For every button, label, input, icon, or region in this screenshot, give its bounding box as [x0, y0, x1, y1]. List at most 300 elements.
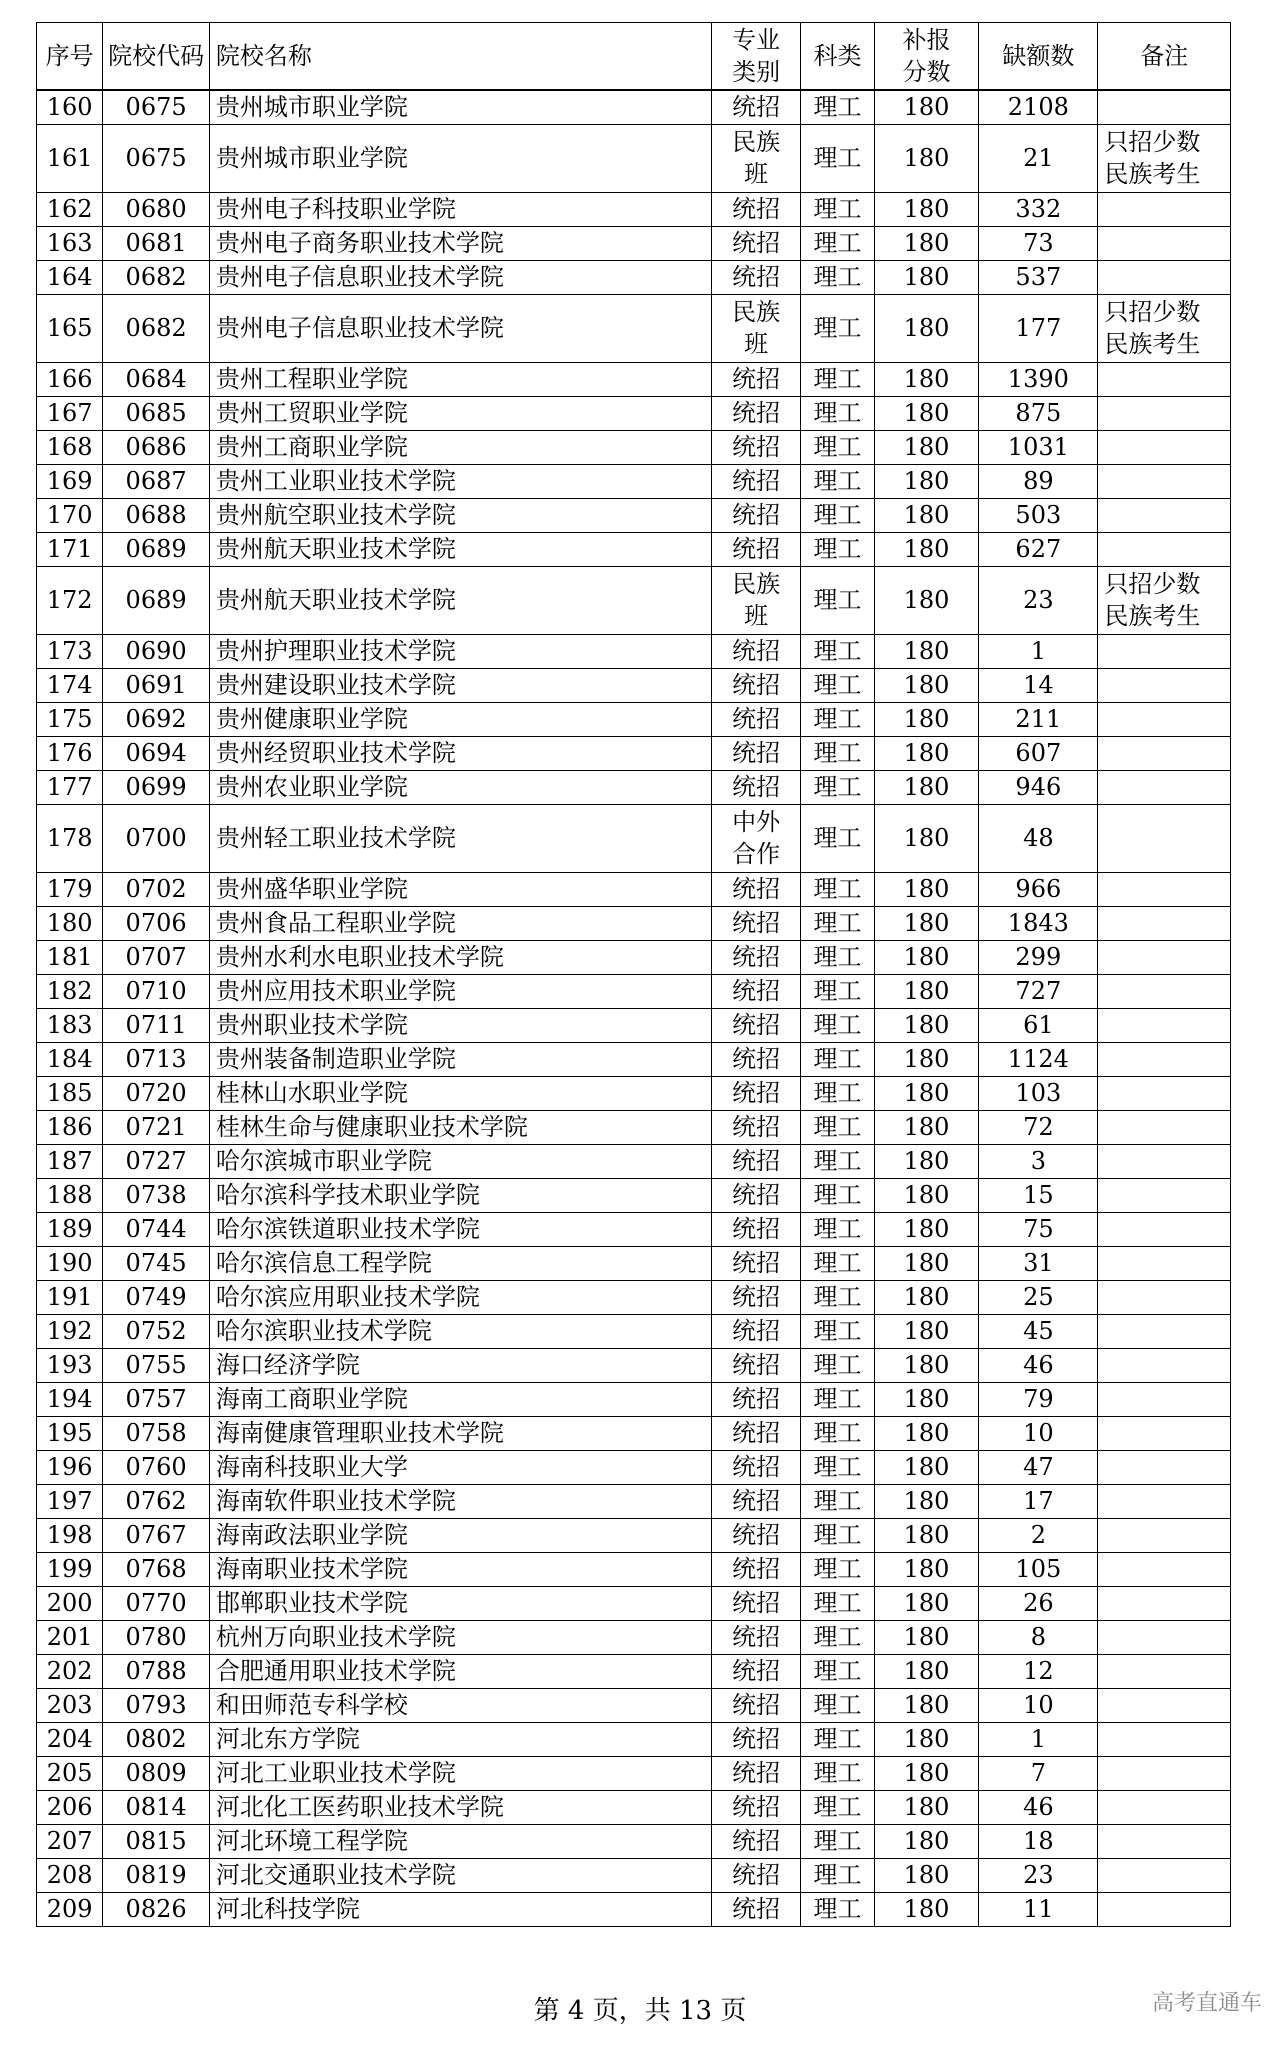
cell-name: 贵州工业职业技术学院	[209, 464, 711, 498]
cell-subject: 理工	[801, 430, 875, 464]
cell-seq: 194	[37, 1382, 103, 1416]
cell-remark	[1098, 1654, 1231, 1688]
cell-remark	[1098, 464, 1231, 498]
cell-subject: 理工	[801, 1790, 875, 1824]
cell-vacancy: 25	[979, 1280, 1098, 1314]
cell-seq: 201	[37, 1620, 103, 1654]
cell-score: 180	[874, 804, 979, 872]
table-row	[37, 770, 1231, 804]
cell-score: 180	[874, 430, 979, 464]
cell-code: 0691	[103, 668, 210, 702]
cell-name: 哈尔滨城市职业学院	[209, 1144, 711, 1178]
cell-code: 0738	[103, 1178, 210, 1212]
cell-seq: 161	[37, 124, 103, 192]
cell-name: 贵州电子信息职业技术学院	[209, 260, 711, 294]
cell-subject: 理工	[801, 736, 875, 770]
table-row	[37, 1518, 1231, 1552]
cell-subject: 理工	[801, 1722, 875, 1756]
table-row	[37, 566, 1231, 634]
category-text: 中外合作	[732, 808, 781, 868]
header-category	[712, 23, 801, 91]
cell-code: 0685	[103, 396, 210, 430]
cell-remark	[1098, 634, 1231, 668]
cell-name: 贵州航天职业技术学院	[209, 532, 711, 566]
cell-score: 180	[874, 566, 979, 634]
cell-category: 统招	[712, 1348, 801, 1382]
cell-score: 180	[874, 532, 979, 566]
cell-score: 180	[874, 1688, 979, 1722]
cell-code: 0802	[103, 1722, 210, 1756]
cell-score: 180	[874, 940, 979, 974]
cell-code: 0762	[103, 1484, 210, 1518]
cell-category: 统招	[712, 532, 801, 566]
cell-code: 0692	[103, 702, 210, 736]
cell-remark	[1098, 1178, 1231, 1212]
header-code: 院校代码	[103, 23, 210, 91]
cell-vacancy: 7	[979, 1756, 1098, 1790]
table-row	[37, 1688, 1231, 1722]
cell-code: 0707	[103, 940, 210, 974]
header-score	[874, 23, 979, 91]
cell-remark	[1098, 1416, 1231, 1450]
cell-seq: 208	[37, 1858, 103, 1892]
cell-category: 统招	[712, 1518, 801, 1552]
cell-subject: 理工	[801, 1620, 875, 1654]
cell-category: 统招	[712, 1790, 801, 1824]
cell-code: 0687	[103, 464, 210, 498]
cell-category: 统招	[712, 1484, 801, 1518]
table-row	[37, 260, 1231, 294]
table-row	[37, 1144, 1231, 1178]
cell-name: 贵州电子商务职业技术学院	[209, 226, 711, 260]
cell-subject: 理工	[801, 1246, 875, 1280]
cell-remark	[1098, 566, 1231, 634]
cell-vacancy: 2	[979, 1518, 1098, 1552]
cell-code: 0815	[103, 1824, 210, 1858]
header-category-text: 专业类别	[732, 26, 781, 86]
cell-remark	[1098, 1042, 1231, 1076]
cell-score: 180	[874, 1552, 979, 1586]
cell-remark	[1098, 1484, 1231, 1518]
cell-score: 180	[874, 1892, 979, 1926]
cell-subject: 理工	[801, 1518, 875, 1552]
cell-code: 0682	[103, 294, 210, 362]
cell-remark	[1098, 1110, 1231, 1144]
cell-remark	[1098, 1314, 1231, 1348]
cell-code: 0699	[103, 770, 210, 804]
cell-category	[712, 124, 801, 192]
cell-seq: 162	[37, 192, 103, 226]
cell-category	[712, 566, 801, 634]
cell-vacancy: 2108	[979, 90, 1098, 124]
cell-code: 0713	[103, 1042, 210, 1076]
cell-seq: 198	[37, 1518, 103, 1552]
cell-seq: 195	[37, 1416, 103, 1450]
cell-category: 统招	[712, 1688, 801, 1722]
cell-remark	[1098, 1722, 1231, 1756]
cell-remark	[1098, 1620, 1231, 1654]
cell-subject: 理工	[801, 566, 875, 634]
header-score-text: 补报分数	[902, 26, 951, 86]
cell-subject: 理工	[801, 1382, 875, 1416]
table-row	[37, 736, 1231, 770]
cell-category: 统招	[712, 260, 801, 294]
cell-seq: 203	[37, 1688, 103, 1722]
remark-text: 只招少数民族考生	[1104, 570, 1201, 630]
cell-seq: 206	[37, 1790, 103, 1824]
cell-vacancy: 627	[979, 532, 1098, 566]
cell-name: 哈尔滨铁道职业技术学院	[209, 1212, 711, 1246]
cell-code: 0710	[103, 974, 210, 1008]
cell-subject: 理工	[801, 1042, 875, 1076]
cell-subject: 理工	[801, 1688, 875, 1722]
cell-code: 0819	[103, 1858, 210, 1892]
cell-remark	[1098, 294, 1231, 362]
cell-name: 贵州城市职业学院	[209, 90, 711, 124]
cell-category: 统招	[712, 770, 801, 804]
cell-code: 0744	[103, 1212, 210, 1246]
cell-code: 0675	[103, 124, 210, 192]
cell-remark	[1098, 430, 1231, 464]
cell-name: 海南软件职业技术学院	[209, 1484, 711, 1518]
cell-subject: 理工	[801, 1008, 875, 1042]
cell-remark	[1098, 1756, 1231, 1790]
cell-score: 180	[874, 260, 979, 294]
cell-category: 统招	[712, 1824, 801, 1858]
remark-text: 只招少数民族考生	[1104, 298, 1201, 358]
cell-category: 统招	[712, 1110, 801, 1144]
cell-remark	[1098, 1586, 1231, 1620]
cell-vacancy: 61	[979, 1008, 1098, 1042]
cell-vacancy: 15	[979, 1178, 1098, 1212]
cell-code: 0752	[103, 1314, 210, 1348]
cell-seq: 188	[37, 1178, 103, 1212]
cell-subject: 理工	[801, 804, 875, 872]
cell-seq: 197	[37, 1484, 103, 1518]
cell-seq: 176	[37, 736, 103, 770]
cell-subject: 理工	[801, 498, 875, 532]
cell-code: 0700	[103, 804, 210, 872]
table-row	[37, 1416, 1231, 1450]
cell-code: 0770	[103, 1586, 210, 1620]
cell-name: 贵州航天职业技术学院	[209, 566, 711, 634]
cell-category: 统招	[712, 872, 801, 906]
cell-subject: 理工	[801, 940, 875, 974]
cell-remark	[1098, 1518, 1231, 1552]
cell-vacancy: 46	[979, 1348, 1098, 1382]
cell-score: 180	[874, 1178, 979, 1212]
cell-remark	[1098, 668, 1231, 702]
cell-name: 贵州电子信息职业技术学院	[209, 294, 711, 362]
cell-score: 180	[874, 294, 979, 362]
cell-subject: 理工	[801, 1450, 875, 1484]
table-row	[37, 1824, 1231, 1858]
cell-category: 统招	[712, 1144, 801, 1178]
cell-seq: 170	[37, 498, 103, 532]
cell-remark	[1098, 1008, 1231, 1042]
cell-subject: 理工	[801, 532, 875, 566]
cell-seq: 181	[37, 940, 103, 974]
cell-category: 统招	[712, 702, 801, 736]
cell-score: 180	[874, 1314, 979, 1348]
cell-seq: 202	[37, 1654, 103, 1688]
cell-code: 0780	[103, 1620, 210, 1654]
cell-vacancy: 727	[979, 974, 1098, 1008]
cell-name: 邯郸职业技术学院	[209, 1586, 711, 1620]
cell-subject: 理工	[801, 1178, 875, 1212]
table-row	[37, 634, 1231, 668]
remark-text: 只招少数民族考生	[1104, 128, 1201, 188]
cell-name: 哈尔滨科学技术职业学院	[209, 1178, 711, 1212]
cell-seq: 191	[37, 1280, 103, 1314]
cell-code: 0706	[103, 906, 210, 940]
table-row	[37, 1246, 1231, 1280]
cell-seq: 182	[37, 974, 103, 1008]
cell-subject: 理工	[801, 1076, 875, 1110]
cell-code: 0755	[103, 1348, 210, 1382]
cell-vacancy: 14	[979, 668, 1098, 702]
cell-vacancy: 1031	[979, 430, 1098, 464]
page-footer: 第 4 页，共 13 页	[533, 1996, 747, 2026]
cell-score: 180	[874, 90, 979, 124]
cell-subject: 理工	[801, 1212, 875, 1246]
cell-remark	[1098, 702, 1231, 736]
cell-category: 统招	[712, 1042, 801, 1076]
cell-code: 0680	[103, 192, 210, 226]
cell-remark	[1098, 1790, 1231, 1824]
cell-subject: 理工	[801, 634, 875, 668]
cell-vacancy: 10	[979, 1416, 1098, 1450]
cell-code: 0689	[103, 566, 210, 634]
cell-vacancy: 875	[979, 396, 1098, 430]
table-row	[37, 226, 1231, 260]
cell-remark	[1098, 124, 1231, 192]
cell-name: 贵州工程职业学院	[209, 362, 711, 396]
table-row	[37, 1620, 1231, 1654]
cell-name: 哈尔滨职业技术学院	[209, 1314, 711, 1348]
cell-name: 海口经济学院	[209, 1348, 711, 1382]
header-subject: 科类	[801, 23, 875, 91]
cell-score: 180	[874, 668, 979, 702]
cell-seq: 166	[37, 362, 103, 396]
cell-vacancy: 89	[979, 464, 1098, 498]
cell-category: 统招	[712, 1246, 801, 1280]
cell-vacancy: 177	[979, 294, 1098, 362]
cell-seq: 164	[37, 260, 103, 294]
cell-score: 180	[874, 1858, 979, 1892]
cell-code: 0684	[103, 362, 210, 396]
cell-subject: 理工	[801, 872, 875, 906]
cell-category: 统招	[712, 1892, 801, 1926]
cell-remark	[1098, 362, 1231, 396]
cell-vacancy: 48	[979, 804, 1098, 872]
cell-score: 180	[874, 872, 979, 906]
cell-remark	[1098, 260, 1231, 294]
cell-seq: 179	[37, 872, 103, 906]
cell-code: 0702	[103, 872, 210, 906]
table-row	[37, 192, 1231, 226]
cell-category: 统招	[712, 1382, 801, 1416]
table-row	[37, 294, 1231, 362]
category-text: 民族班	[732, 298, 781, 358]
cell-name: 河北化工医药职业技术学院	[209, 1790, 711, 1824]
cell-name: 哈尔滨应用职业技术学院	[209, 1280, 711, 1314]
cell-score: 180	[874, 1586, 979, 1620]
cell-remark	[1098, 1892, 1231, 1926]
cell-vacancy: 103	[979, 1076, 1098, 1110]
cell-score: 180	[874, 1620, 979, 1654]
cell-score: 180	[874, 906, 979, 940]
cell-score: 180	[874, 1042, 979, 1076]
cell-subject: 理工	[801, 1892, 875, 1926]
cell-seq: 177	[37, 770, 103, 804]
cell-score: 180	[874, 736, 979, 770]
cell-subject: 理工	[801, 464, 875, 498]
cell-vacancy: 17	[979, 1484, 1098, 1518]
cell-subject: 理工	[801, 1552, 875, 1586]
cell-seq: 171	[37, 532, 103, 566]
cell-remark	[1098, 1144, 1231, 1178]
cell-seq: 192	[37, 1314, 103, 1348]
cell-category: 统招	[712, 1756, 801, 1790]
cell-remark	[1098, 974, 1231, 1008]
cell-vacancy: 1	[979, 1722, 1098, 1756]
cell-name: 贵州电子科技职业学院	[209, 192, 711, 226]
cell-remark	[1098, 770, 1231, 804]
cell-name: 桂林山水职业学院	[209, 1076, 711, 1110]
cell-score: 180	[874, 1008, 979, 1042]
cell-subject: 理工	[801, 974, 875, 1008]
table-row	[37, 1484, 1231, 1518]
cell-seq: 183	[37, 1008, 103, 1042]
cell-code: 0690	[103, 634, 210, 668]
cell-vacancy: 1843	[979, 906, 1098, 940]
cell-vacancy: 299	[979, 940, 1098, 974]
cell-seq: 178	[37, 804, 103, 872]
cell-score: 180	[874, 1484, 979, 1518]
table-row	[37, 1790, 1231, 1824]
cell-score: 180	[874, 226, 979, 260]
cell-subject: 理工	[801, 668, 875, 702]
cell-code: 0681	[103, 226, 210, 260]
cell-code: 0686	[103, 430, 210, 464]
table-row	[37, 1382, 1231, 1416]
cell-score: 180	[874, 1450, 979, 1484]
cell-seq: 169	[37, 464, 103, 498]
cell-code: 0809	[103, 1756, 210, 1790]
cell-subject: 理工	[801, 124, 875, 192]
cell-seq: 173	[37, 634, 103, 668]
cell-vacancy: 503	[979, 498, 1098, 532]
cell-remark	[1098, 396, 1231, 430]
cell-seq: 196	[37, 1450, 103, 1484]
cell-category: 统招	[712, 1280, 801, 1314]
cell-score: 180	[874, 1756, 979, 1790]
cell-code: 0688	[103, 498, 210, 532]
cell-remark	[1098, 1382, 1231, 1416]
cell-seq: 209	[37, 1892, 103, 1926]
cell-remark	[1098, 1688, 1231, 1722]
table-row	[37, 1008, 1231, 1042]
cell-name: 贵州城市职业学院	[209, 124, 711, 192]
cell-score: 180	[874, 1416, 979, 1450]
cell-score: 180	[874, 396, 979, 430]
cell-code: 0760	[103, 1450, 210, 1484]
cell-category: 统招	[712, 906, 801, 940]
cell-category: 统招	[712, 736, 801, 770]
cell-remark	[1098, 736, 1231, 770]
cell-seq: 165	[37, 294, 103, 362]
cell-seq: 180	[37, 906, 103, 940]
cell-name: 贵州装备制造职业学院	[209, 1042, 711, 1076]
cell-subject: 理工	[801, 1858, 875, 1892]
cell-vacancy: 79	[979, 1382, 1098, 1416]
cell-vacancy: 26	[979, 1586, 1098, 1620]
cell-category: 统招	[712, 498, 801, 532]
cell-code: 0793	[103, 1688, 210, 1722]
cell-name: 河北东方学院	[209, 1722, 711, 1756]
cell-remark	[1098, 1552, 1231, 1586]
cell-vacancy: 332	[979, 192, 1098, 226]
cell-category: 统招	[712, 1076, 801, 1110]
cell-subject: 理工	[801, 1144, 875, 1178]
cell-vacancy: 607	[979, 736, 1098, 770]
cell-remark	[1098, 1076, 1231, 1110]
cell-subject: 理工	[801, 1348, 875, 1382]
cell-subject: 理工	[801, 396, 875, 430]
cell-seq: 160	[37, 90, 103, 124]
cell-category: 统招	[712, 464, 801, 498]
cell-name: 贵州食品工程职业学院	[209, 906, 711, 940]
cell-subject: 理工	[801, 1110, 875, 1144]
cell-remark	[1098, 1858, 1231, 1892]
cell-category: 统招	[712, 1416, 801, 1450]
cell-subject: 理工	[801, 1416, 875, 1450]
cell-name: 河北环境工程学院	[209, 1824, 711, 1858]
cell-code: 0745	[103, 1246, 210, 1280]
table-row	[37, 1722, 1231, 1756]
cell-subject: 理工	[801, 1484, 875, 1518]
cell-category: 统招	[712, 1586, 801, 1620]
cell-remark	[1098, 804, 1231, 872]
cell-name: 河北科技学院	[209, 1892, 711, 1926]
cell-vacancy: 18	[979, 1824, 1098, 1858]
cell-category: 统招	[712, 1654, 801, 1688]
cell-name: 贵州应用技术职业学院	[209, 974, 711, 1008]
cell-name: 贵州工贸职业学院	[209, 396, 711, 430]
cell-seq: 189	[37, 1212, 103, 1246]
cell-remark	[1098, 192, 1231, 226]
cell-vacancy: 21	[979, 124, 1098, 192]
cell-subject: 理工	[801, 294, 875, 362]
cell-vacancy: 45	[979, 1314, 1098, 1348]
cell-seq: 174	[37, 668, 103, 702]
header-remark: 备注	[1098, 23, 1231, 91]
category-text: 民族班	[732, 128, 781, 188]
cell-category: 统招	[712, 1450, 801, 1484]
cell-subject: 理工	[801, 362, 875, 396]
table-body	[37, 90, 1231, 1926]
cell-code: 0689	[103, 532, 210, 566]
cell-subject: 理工	[801, 226, 875, 260]
cell-score: 180	[874, 1824, 979, 1858]
cell-name: 河北工业职业技术学院	[209, 1756, 711, 1790]
cell-subject: 理工	[801, 702, 875, 736]
cell-name: 贵州轻工职业技术学院	[209, 804, 711, 872]
cell-seq: 163	[37, 226, 103, 260]
cell-category: 统招	[712, 634, 801, 668]
cell-score: 180	[874, 498, 979, 532]
